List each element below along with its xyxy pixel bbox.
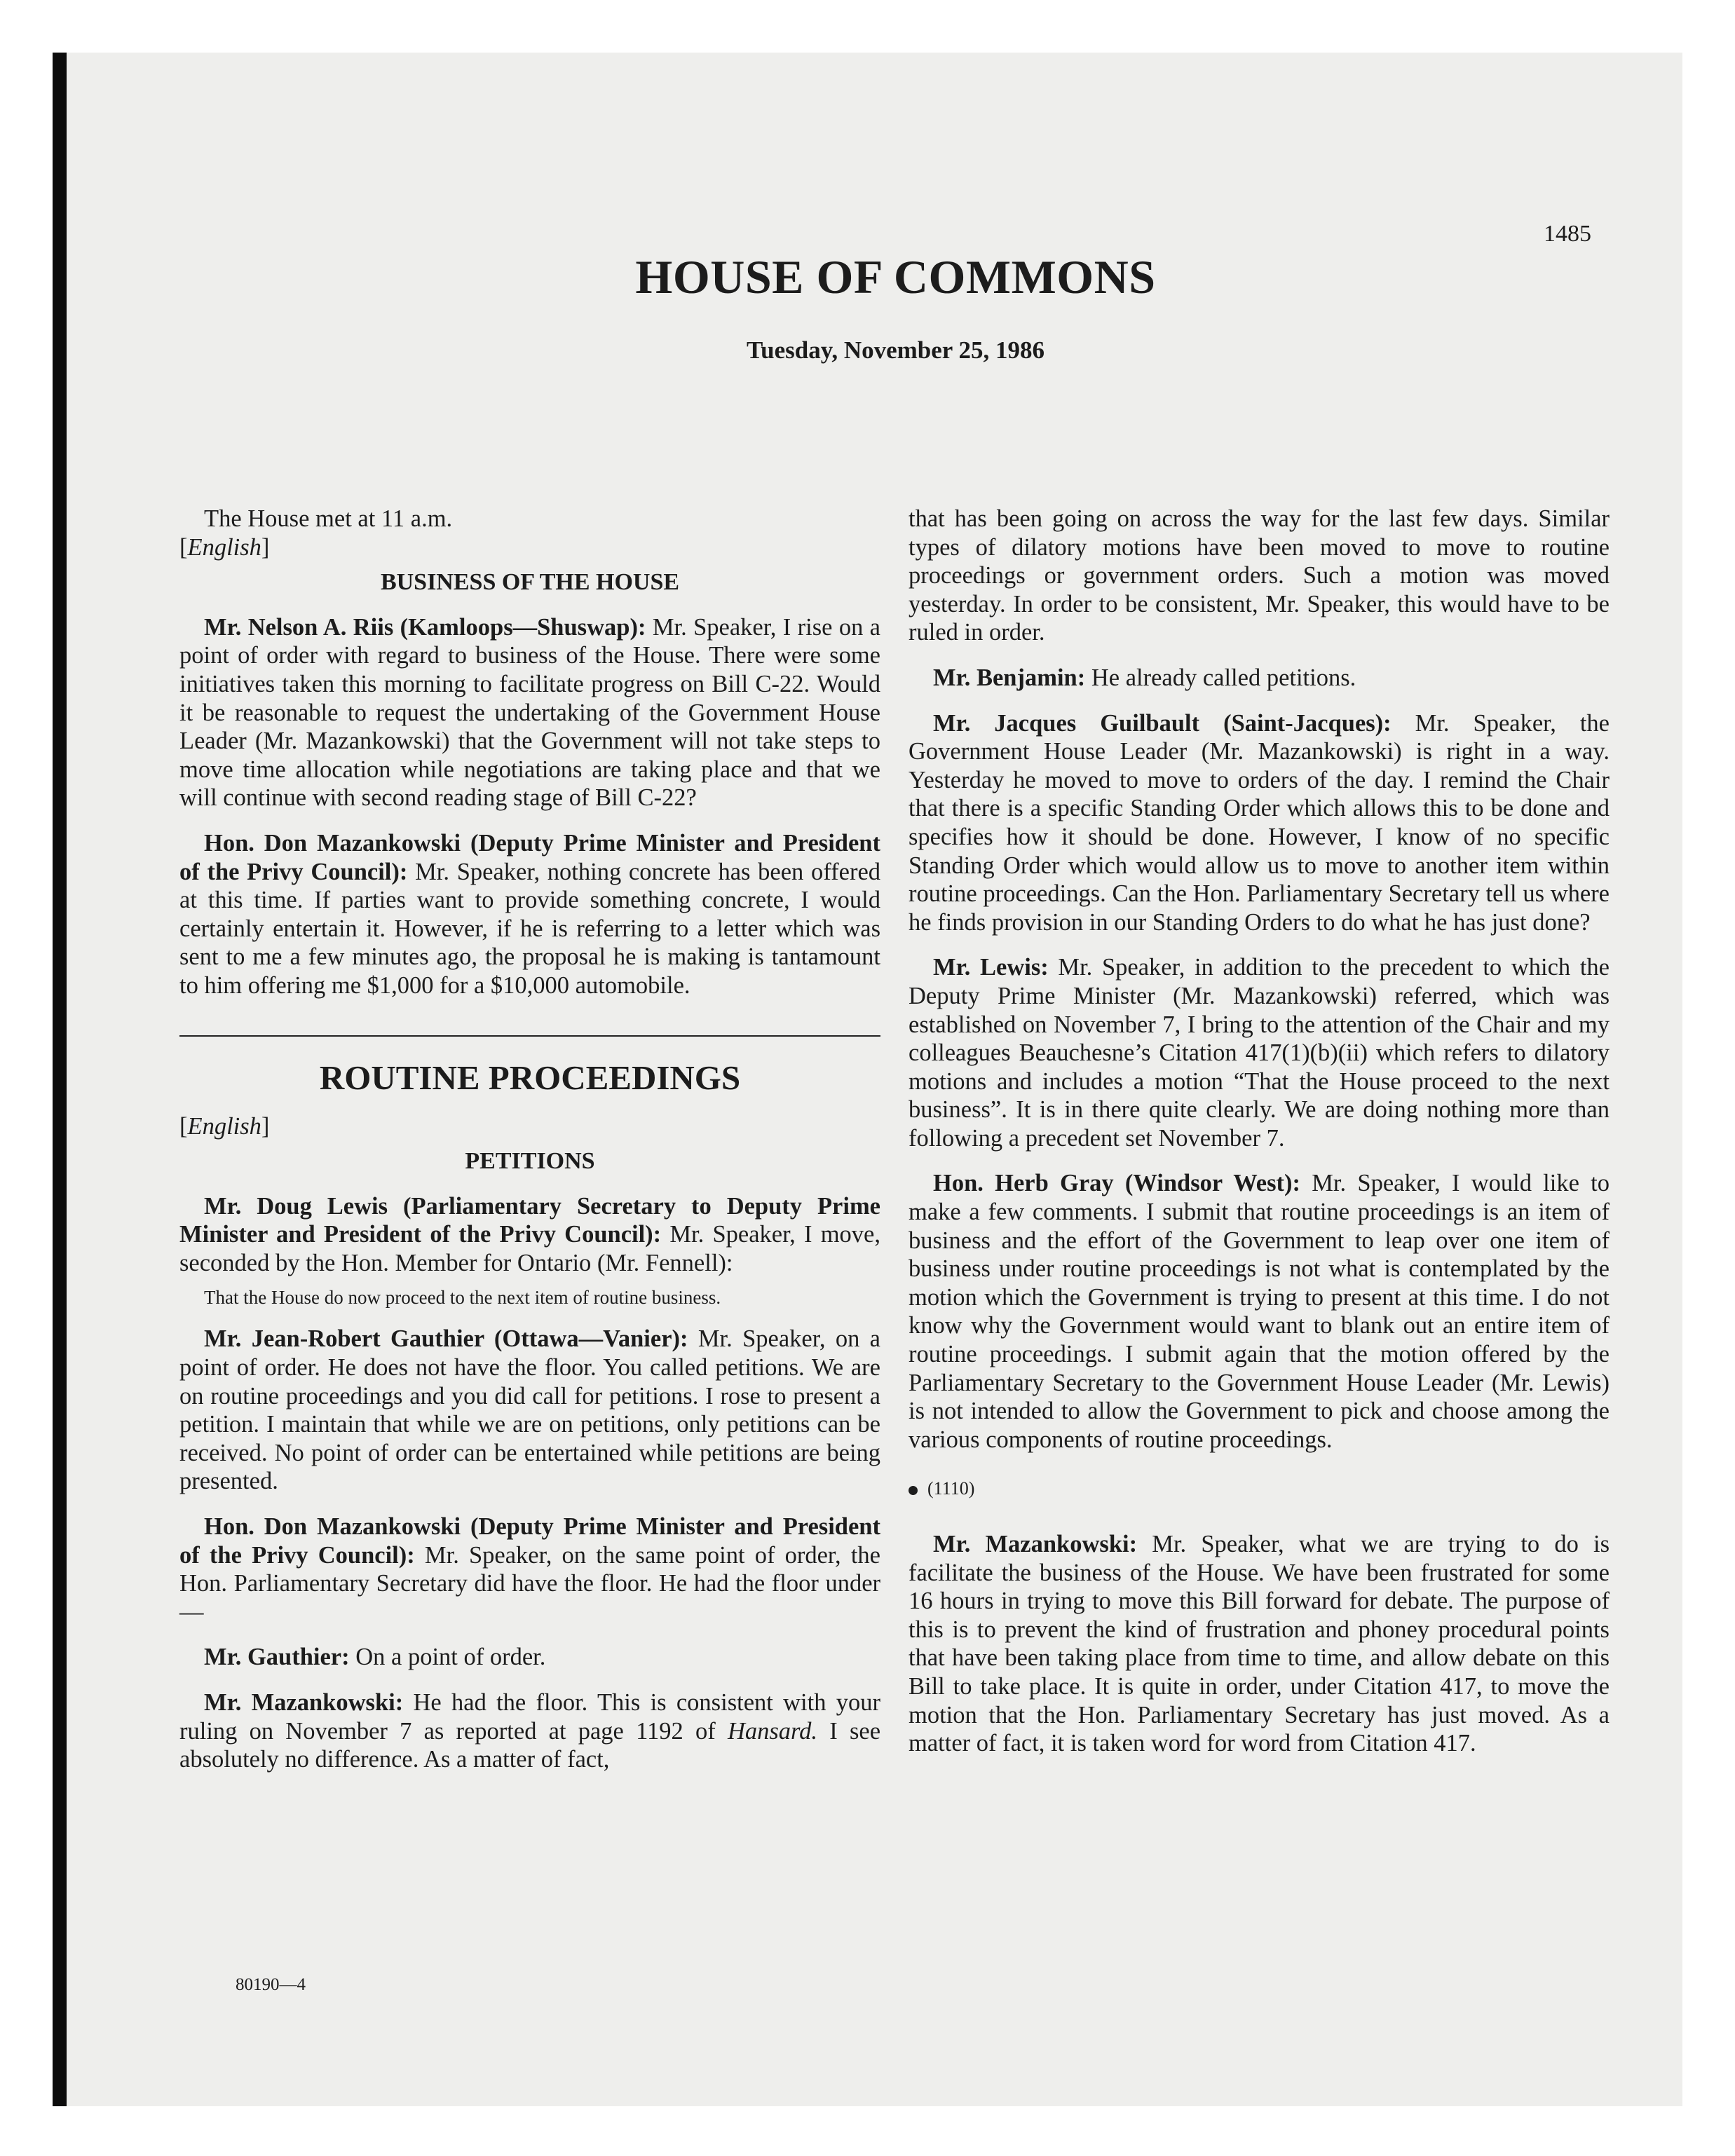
speaker-name: Hon. Don Mazankowski (Deputy Prime Minister and President of the Privy Council):: [179, 829, 880, 885]
speaker-name: Mr. Jacques Guilbault (Saint-Jacques):: [933, 709, 1392, 737]
speaker-name: Mr. Doug Lewis (Parliamentary Secretary to Deputy Prime Minister and President of the Privy Council):: [179, 1192, 880, 1248]
page-title: HOUSE OF COMMONS: [635, 250, 1156, 303]
speech: [909, 1530, 1610, 1758]
bullet-icon: [909, 1486, 918, 1495]
speaker-name: Hon. Don Mazankowski (Deputy Prime Minister and President of the Privy Council):: [179, 1513, 880, 1569]
speech: [179, 1513, 880, 1626]
language-label-text: English: [187, 533, 261, 561]
hansard-italic: Hansard.: [727, 1717, 818, 1745]
section-divider: [179, 1035, 880, 1037]
speaker-name: Hon. Herb Gray (Windsor West):: [933, 1170, 1301, 1197]
speech: [909, 1169, 1610, 1454]
speech-text: Mr. Speaker, I rise on a point of order with regard to business of the House. There were some initiatives taken this morning to facilitate progress on Bill C-22. Would it be reasonable to request the undertaking of the Government House Leader (Mr. Mazankowski) that the Government will not take steps to move time allocation while negotiations are taking place and that we will continue with second reading stage of Bill C-22?: [179, 613, 880, 812]
speech: [179, 829, 880, 1000]
language-label: [English]: [179, 533, 270, 561]
speaker-name: Mr. Jean-Robert Gauthier (Ottawa—Vanier):: [204, 1325, 688, 1353]
speech: [179, 1643, 880, 1672]
left-column: [179, 505, 880, 1791]
print-code: 80190—4: [236, 1975, 306, 1994]
section-heading-routine: ROUTINE PROCEEDINGS: [319, 1058, 741, 1097]
subsection-heading-petitions: PETITIONS: [465, 1148, 595, 1175]
speech-text: Mr. Speaker, I would like to make a few comments. I submit that routine proceedings is an item of business and the effort of the Government to leap over one item of business under routine proceedings is not what is contemplated by the motion which the Government is trying to present at this time. I do not know why the Government would want to blank out an entire item of routine proceedings. I submit again that the motion offered by the Parliamentary Secretary to the Government House Leader (Mr. Lewis) is not intended to allow the Government to pick and choose among the various components of routine proceedings.: [909, 1170, 1610, 1453]
speech-text: Mr. Speaker, nothing concrete has been offered at this time. If parties want to provide something concrete, I would certainly entertain it. However, if he is referring to a letter which was sent to me a few minutes ago, the proposal he is making is tantamount to him offering me $1,000 for a $10,000 automobile.: [179, 858, 881, 999]
speech: [179, 1688, 880, 1774]
speech-text: He had the floor. This is consistent with your ruling on November 7 as reported at page 1192 of: [179, 1689, 880, 1745]
speaker-name: Mr. Mazankowski:: [933, 1531, 1138, 1557]
speech-text: Mr. Speaker, on the same point of order, the Hon. Parliamentary Secretary did have the floor. He had the floor under—: [179, 1541, 880, 1625]
language-label: [English]: [179, 1112, 270, 1140]
speaker-name: Mr. Mazankowski:: [204, 1689, 404, 1716]
house-met-line: The House met at 11 a.m.: [204, 505, 453, 532]
speaker-name: Mr. Gauthier:: [204, 1644, 350, 1671]
right-column: [909, 505, 1610, 1775]
speech: [909, 953, 1610, 1152]
time-stamp-text: (1110): [927, 1478, 975, 1499]
language-label-text: English: [187, 1112, 261, 1140]
speech: [909, 664, 1610, 692]
section-heading-business: BUSINESS OF THE HOUSE: [380, 569, 680, 596]
speech-text: He already called petitions.: [1085, 664, 1356, 691]
speech-continuation: that has been going on across the way for the last few days. Similar types of dilatory motions have been moved to move to routine proceedings or government orders. Such a motion was moved yesterday. In order to be consistent, Mr. Speaker, this would have to be ruled in order.: [909, 505, 1610, 646]
speech-text: I see absolutely no difference. As a matter of fact,: [179, 1717, 881, 1773]
speech-text: Mr. Speaker, the Government House Leader (Mr. Mazankowski) is right in a way. Yesterday he moved to move to orders of the day. I remind the Chair that there is a specific Standing Order which allows this to be done and specifies how it should be done. However, I know of no specific Standing Order which would allow us to move to another item within routine proceedings. Can the Hon. Parliamentary Secretary tell us where he finds provision in our Standing Orders to do what he has just done?: [909, 709, 1610, 936]
speaker-name: Mr. Benjamin:: [933, 664, 1086, 691]
time-stamp: [909, 1475, 1610, 1503]
speech-text: Mr. Speaker, on a point of order. He does not have the floor. You called petitions. We are on routine proceedings and you did call for petitions. I rose to present a petition. I maintain that while we are on petitions, only petitions can be received. No point of order can be entertained while petitions are being presented.: [179, 1325, 880, 1495]
speech-text: Mr. Speaker, I move, seconded by the Hon. Member for Ontario (Mr. Fennell):: [179, 1221, 880, 1276]
motion-text: That the House do now proceed to the next item of routine business.: [204, 1287, 721, 1309]
speech-text: Mr. Speaker, in addition to the precedent to which the Deputy Prime Minister (Mr. Mazankowski) referred, which was established on November 7, I bring to the attention of the Chair and my colleagues Beauchesne’s Citation 417(1)(b)(ii) which refers to dilatory motions and includes a motion “That the House proceed to the next business”. It is in there quite clearly. We are doing nothing more than following a precedent set November 7.: [909, 954, 1610, 1152]
speech-text: Mr. Speaker, what we are trying to do is facilitate the business of the House. We have been frustrated for some 16 hours in trying to move this Bill forward for debate. The purpose of this is to prevent the kind of frustration and phoney procedural points that have been taking place from time to time, and allow debate on this Bill to take place. It is quite in order, under Citation 417, to move the motion that the Hon. Parliamentary Secretary has just moved. As a matter of fact, it is taken word for word from Citation 417.: [909, 1531, 1610, 1757]
speaker-name: Mr. Nelson A. Riis (Kamloops—Shuswap):: [204, 613, 646, 641]
page-number: 1485: [1544, 221, 1591, 247]
speaker-name: Mr. Lewis:: [933, 954, 1049, 981]
speech-text: On a point of order.: [349, 1644, 546, 1671]
speech: [909, 709, 1610, 937]
speech: [179, 613, 880, 812]
sitting-date: Tuesday, November 25, 1986: [747, 336, 1045, 364]
speech: [179, 1325, 880, 1496]
speech: [179, 1192, 880, 1278]
